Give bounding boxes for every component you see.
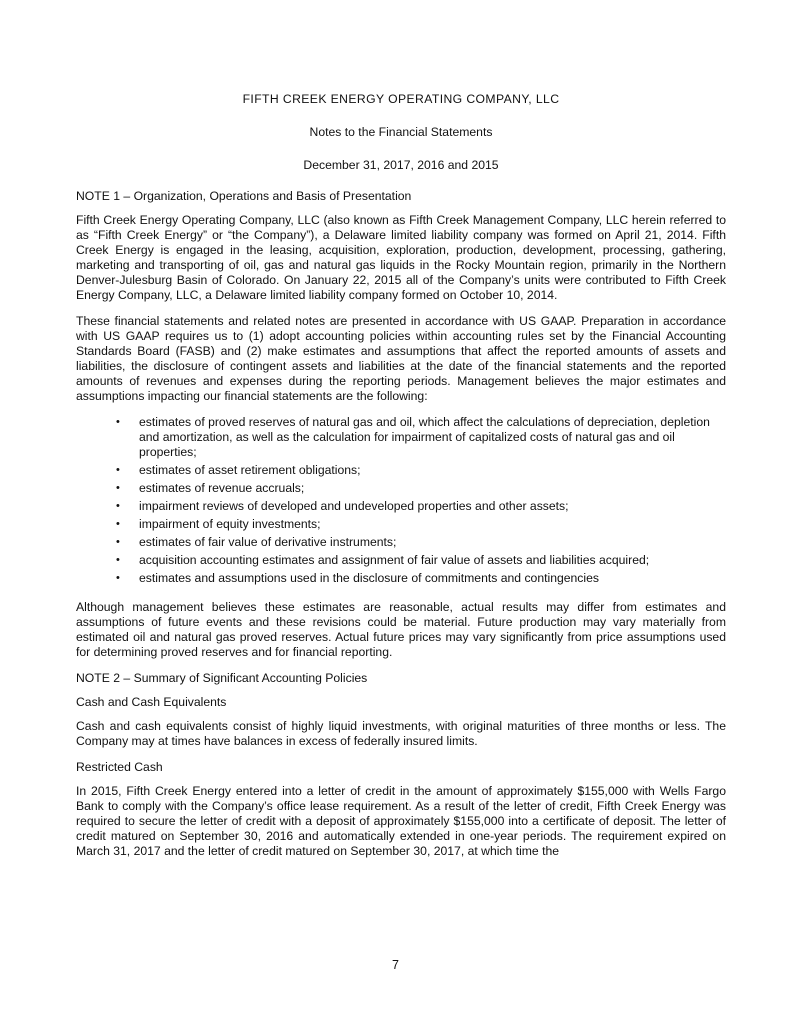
document-subtitle: Notes to the Financial Statements <box>309 125 493 139</box>
note1-paragraph-3: Although management believes these estimates are reasonable, actual results may differ from estimates and assumptions of future events and these revisions could be material. Future production may vary materially from estimated oil and natural gas proved reserves. Actual future prices may vary significantly from price assumptions used for determining proved reserves and for financial reporting. <box>76 600 726 659</box>
list-item: • impairment reviews of developed and undeveloped properties and other assets; <box>116 499 569 513</box>
company-title: FIFTH CREEK ENERGY OPERATING COMPANY, LLC <box>242 92 560 106</box>
document-page <box>76 92 726 870</box>
estimates-list <box>76 415 726 586</box>
list-item: • acquisition accounting estimates and assignment of fair value of assets and liabilities acquired; <box>116 553 650 567</box>
list-item: • estimates of fair value of derivative instruments; <box>116 535 397 549</box>
list-item: • impairment of equity investments; <box>116 517 321 531</box>
restricted-cash-paragraph: In 2015, Fifth Creek Energy entered into a letter of credit in the amount of approximately $155,000 with Wells Fargo Bank to comply with the Company’s office lease requirement. As a result of the letter of credit, Fifth Creek Energy was required to secure the letter of credit with a deposit of approximately $155,000 into a certificate of deposit. The letter of credit matured on September 30, 2016 and automatically extended in one-year periods. The requirement expired on March 31, 2017 and the letter of credit matured on September 30, 2017, at which time the <box>76 784 726 858</box>
bullet-icon: • <box>116 536 120 548</box>
bullet-icon: • <box>116 500 120 512</box>
list-item: • estimates and assumptions used in the disclosure of commitments and contingencies <box>116 571 599 585</box>
note1-paragraph-2: These financial statements and related notes are presented in accordance with US GAAP. Preparation in accordance with US GAAP requires us to (1) adopt accounting policies within accounting rules set by the Financial Accounting Standards Board (FASB) and (2) make estimates and assumptions that affect the reported amounts of assets and liabilities, the disclosure of contingent assets and liabilities at the date of the financial statements and the reported amounts of revenues and expenses during the reporting periods. Management believes the major estimates and assumptions impacting our financial statements are the following: <box>76 314 726 403</box>
note1-paragraph-1: Fifth Creek Energy Operating Company, LLC (also known as Fifth Creek Management Company, LLC herein referred to as “Fifth Creek Energy” or “the Company”), a Delaware limited liability company was formed on April 21, 2014. Fifth Creek Energy is engaged in the leasing, acquisition, exploration, production, development, processing, gathering, marketing and transporting of oil, gas and natural gas liquids in the Rocky Mountain region, primarily in the Northern Denver-Julesburg Basin of Colorado. On January 22, 2015 all of the Company’s units were contributed to Fifth Creek Energy Company, LLC, a Delaware limited liability company formed on October 10, 2014. <box>76 213 726 302</box>
list-item: • estimates of asset retirement obligations; <box>116 463 361 477</box>
bullet-icon: • <box>116 518 120 530</box>
note2-heading: NOTE 2 – Summary of Significant Accounting Policies <box>76 671 368 685</box>
list-item: • estimates of proved reserves of natural gas and oil, which affect the calculations of depreciation, depletion and amortization, as well as the calculation for impairment of capitalized costs of natural gas and oil properties; <box>116 415 710 459</box>
note1-heading: NOTE 1 – Organization, Operations and Basis of Presentation <box>76 189 412 203</box>
statement-dates: December 31, 2017, 2016 and 2015 <box>303 158 499 172</box>
bullet-icon: • <box>116 572 120 584</box>
bullet-icon: • <box>116 464 120 476</box>
cash-paragraph: Cash and cash equivalents consist of highly liquid investments, with original maturities of three months or less. The Company may at times have balances in excess of federally insured limits. <box>76 719 726 748</box>
page-number: 7 <box>392 958 399 972</box>
list-item: • estimates of revenue accruals; <box>116 481 305 495</box>
bullet-icon: • <box>116 416 120 428</box>
bullet-icon: • <box>116 554 120 566</box>
restricted-cash-heading: Restricted Cash <box>76 760 163 774</box>
cash-heading: Cash and Cash Equivalents <box>76 695 227 709</box>
bullet-icon: • <box>116 482 120 494</box>
